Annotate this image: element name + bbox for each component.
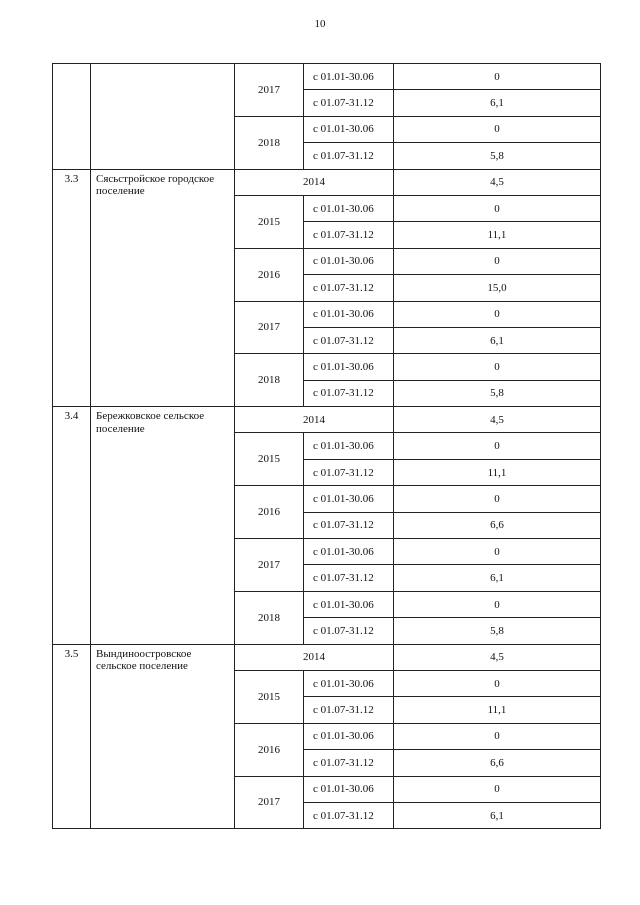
tariff-value: 6,6 <box>394 750 601 776</box>
period-cell: с 01.01-30.06 <box>304 248 394 274</box>
section-number: 3.5 <box>53 644 91 829</box>
section-number: 3.3 <box>53 169 91 407</box>
year-cell: 2017 <box>235 64 304 117</box>
year-cell: 2014 <box>235 169 394 195</box>
period-cell: с 01.01-30.06 <box>304 354 394 380</box>
table-row <box>53 644 601 670</box>
period-cell: с 01.01-30.06 <box>304 486 394 512</box>
period-cell: с 01.07-31.12 <box>304 380 394 406</box>
period-cell: с 01.07-31.12 <box>304 90 394 116</box>
period-cell: с 01.07-31.12 <box>304 750 394 776</box>
period-cell: с 01.01-30.06 <box>304 301 394 327</box>
tariff-value: 0 <box>394 591 601 617</box>
settlement-name: Вындиноостровское сельское поселение <box>91 644 235 829</box>
year-cell: 2018 <box>235 591 304 644</box>
tariff-value: 5,8 <box>394 380 601 406</box>
period-cell: с 01.01-30.06 <box>304 64 394 90</box>
tariff-value: 11,1 <box>394 222 601 248</box>
period-cell: с 01.07-31.12 <box>304 565 394 591</box>
tariff-value: 6,1 <box>394 327 601 353</box>
tariff-table <box>52 63 601 829</box>
settlement-name <box>91 64 235 170</box>
period-cell: с 01.01-30.06 <box>304 670 394 696</box>
tariff-value: 5,8 <box>394 618 601 644</box>
period-cell: с 01.01-30.06 <box>304 433 394 459</box>
year-cell: 2015 <box>235 670 304 723</box>
table-row <box>53 407 601 433</box>
period-cell: с 01.07-31.12 <box>304 143 394 169</box>
period-cell: с 01.01-30.06 <box>304 723 394 749</box>
year-cell: 2015 <box>235 195 304 248</box>
period-cell: с 01.07-31.12 <box>304 512 394 538</box>
period-cell: с 01.07-31.12 <box>304 802 394 828</box>
tariff-value: 11,1 <box>394 459 601 485</box>
year-cell: 2018 <box>235 116 304 169</box>
year-cell: 2014 <box>235 407 394 433</box>
tariff-value: 0 <box>394 301 601 327</box>
tariff-value: 0 <box>394 195 601 221</box>
tariff-value: 0 <box>394 539 601 565</box>
year-cell: 2016 <box>235 248 304 301</box>
tariff-value: 0 <box>394 64 601 90</box>
tariff-value: 0 <box>394 354 601 380</box>
period-cell: с 01.01-30.06 <box>304 776 394 802</box>
settlement-name: Бережковское сельское поселение <box>91 407 235 645</box>
page-number: 10 <box>314 18 326 30</box>
period-cell: с 01.01-30.06 <box>304 539 394 565</box>
tariff-value: 0 <box>394 776 601 802</box>
period-cell: с 01.07-31.12 <box>304 275 394 301</box>
tariff-value: 4,5 <box>394 169 601 195</box>
table-row <box>53 64 601 90</box>
period-cell: с 01.01-30.06 <box>304 591 394 617</box>
tariff-value: 0 <box>394 433 601 459</box>
period-cell: с 01.07-31.12 <box>304 327 394 353</box>
year-cell: 2017 <box>235 539 304 592</box>
tariff-value: 0 <box>394 116 601 142</box>
period-cell: с 01.07-31.12 <box>304 618 394 644</box>
period-cell: с 01.07-31.12 <box>304 222 394 248</box>
tariff-value: 6,1 <box>394 802 601 828</box>
year-cell: 2017 <box>235 776 304 829</box>
settlement-name: Сясьстройское городское поселение <box>91 169 235 407</box>
tariff-value: 6,1 <box>394 565 601 591</box>
tariff-value: 4,5 <box>394 644 601 670</box>
section-number: 3.4 <box>53 407 91 645</box>
tariff-value: 11,1 <box>394 697 601 723</box>
tariff-value: 4,5 <box>394 407 601 433</box>
period-cell: с 01.01-30.06 <box>304 195 394 221</box>
period-cell: с 01.07-31.12 <box>304 459 394 485</box>
tariff-value: 15,0 <box>394 275 601 301</box>
period-cell: с 01.01-30.06 <box>304 116 394 142</box>
year-cell: 2015 <box>235 433 304 486</box>
tariff-value: 0 <box>394 723 601 749</box>
section-number <box>53 64 91 170</box>
year-cell: 2017 <box>235 301 304 354</box>
table-row <box>53 169 601 195</box>
tariff-value: 0 <box>394 248 601 274</box>
year-cell: 2018 <box>235 354 304 407</box>
tariff-value: 5,8 <box>394 143 601 169</box>
tariff-value: 0 <box>394 486 601 512</box>
period-cell: с 01.07-31.12 <box>304 697 394 723</box>
tariff-value: 0 <box>394 670 601 696</box>
year-cell: 2016 <box>235 486 304 539</box>
tariff-value: 6,1 <box>394 90 601 116</box>
year-cell: 2014 <box>235 644 394 670</box>
tariff-value: 6,6 <box>394 512 601 538</box>
year-cell: 2016 <box>235 723 304 776</box>
